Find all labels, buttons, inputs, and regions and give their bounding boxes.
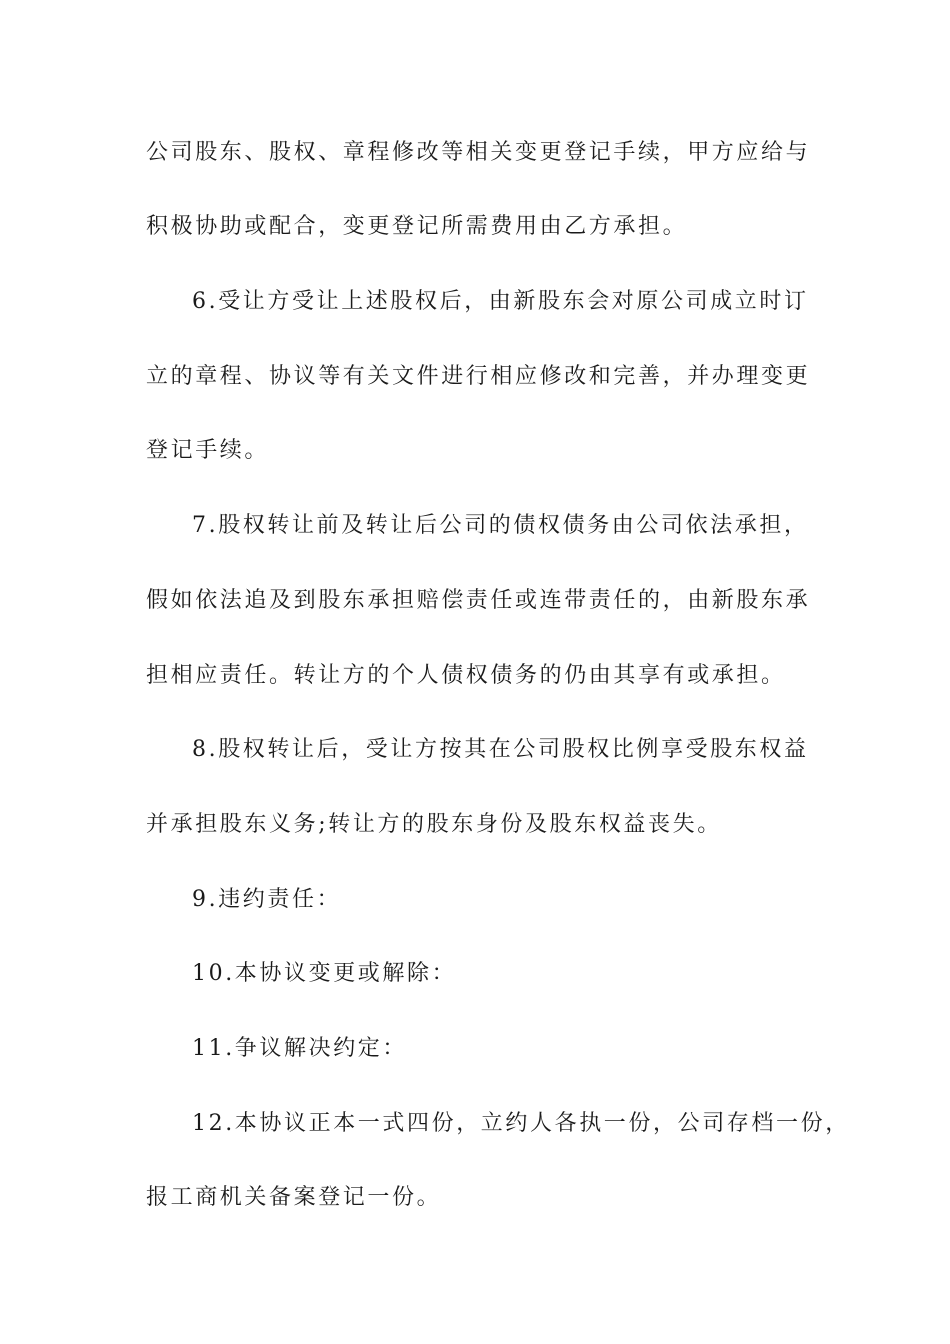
text-line: 积极协助或配合，变更登记所需费用由乙方承担。 (146, 214, 688, 239)
paragraph-8-start: 8.股权转让后，受让方按其在公司股权比例享受股东权益 (192, 737, 809, 762)
text-line: 公司股东、股权、章程修改等相关变更登记手续，甲方应给与 (146, 140, 811, 165)
text-line: 报工商机关备案登记一份。 (146, 1185, 442, 1210)
text-line: 假如依法追及到股东承担赔偿责任或连带责任的，由新股东承 (146, 588, 811, 613)
text-line: 立的章程、协议等有关文件进行相应修改和完善，并办理变更 (146, 364, 811, 389)
text-line: 登记手续。 (146, 438, 270, 463)
paragraph-10: 10.本协议变更或解除： (192, 961, 457, 986)
paragraph-12-start: 12.本协议正本一式四份，立约人各执一份，公司存档一份， (192, 1111, 850, 1136)
paragraph-11: 11.争议解决约定： (192, 1036, 407, 1061)
paragraph-6-start: 6.受让方受让上述股权后，由新股东会对原公司成立时订 (192, 289, 809, 314)
text-line: 并承担股东义务;转让方的股东身份及股东权益丧失。 (146, 812, 722, 837)
paragraph-9: 9.违约责任： (192, 887, 342, 912)
text-line: 担相应责任。转让方的个人债权债务的仍由其享有或承担。 (146, 663, 786, 688)
paragraph-7-start: 7.股权转让前及转让后公司的债权债务由公司依法承担， (192, 513, 809, 538)
